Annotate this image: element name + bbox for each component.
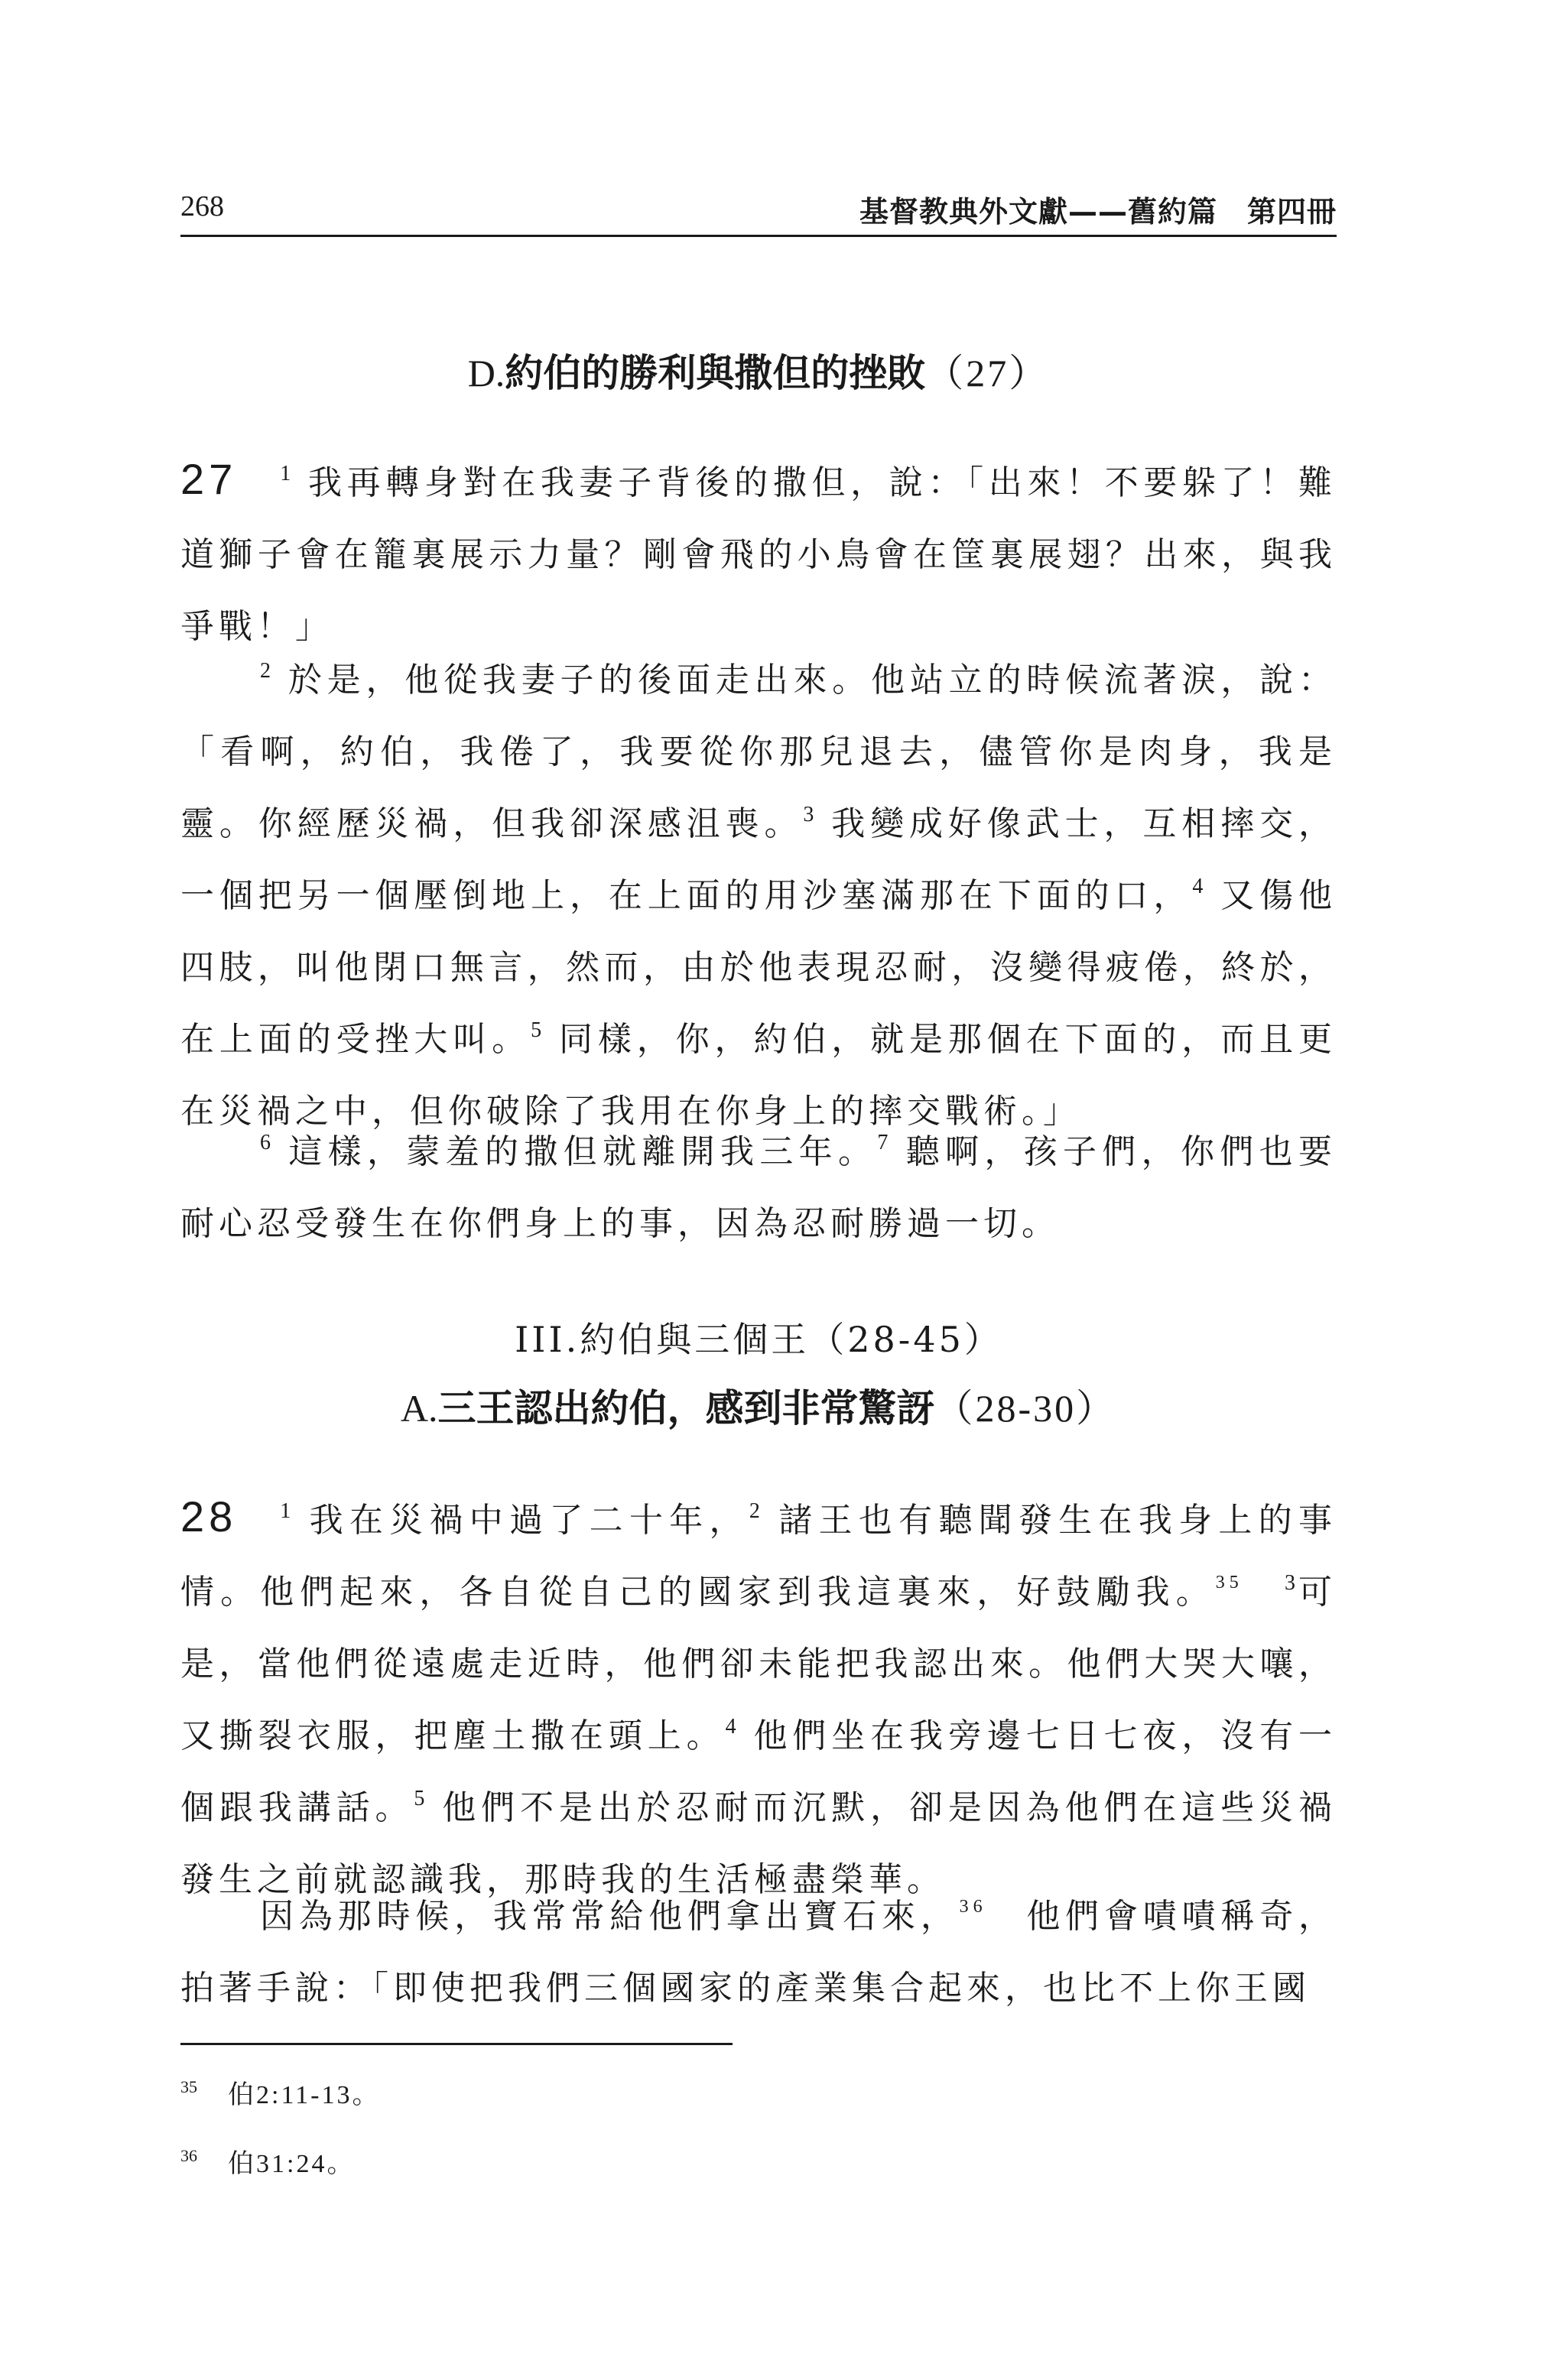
section-d-heading (180, 343, 1337, 398)
footnote-label: 35 (180, 2077, 197, 2096)
chapter-27-paragraph-1 (180, 443, 1337, 663)
section-a-heading (180, 1378, 1337, 1433)
footnote-35 (180, 2073, 381, 2111)
footnote-reference: 伯31:24。 (228, 2150, 356, 2178)
verse-text: 我變成好像武士，互相摔交，一個把另一個壓倒地上，在上面的用沙塞滿那在下面的口， (180, 804, 1337, 915)
verse-text: 這樣，蒙羞的撒但就離開我三年。 (288, 1132, 878, 1171)
page-number: 268 (180, 190, 224, 222)
section-a-title: 三王認出約伯，感到非常驚訝 (437, 1386, 935, 1430)
verse-number: 4 (1192, 875, 1205, 898)
part-3-heading: III.約伯與三個王（28-45） (515, 1319, 1002, 1360)
verse-number: 1 (280, 462, 293, 485)
header-rule (180, 235, 1337, 237)
footnote-marker[interactable]: 35 (1215, 1573, 1243, 1593)
verse-number: 2 (749, 1499, 762, 1523)
chapter-28-paragraph-1 (180, 1481, 1337, 1916)
chapter-number: 28 (180, 1492, 238, 1541)
paragraph-text: 他們會嘖嘖稱奇，拍著手說：「即使把我們三個國家的產業集合起來，也比不上你王國 (180, 1897, 1337, 2008)
chapter-27-paragraph-2 (180, 645, 1337, 1148)
section-d-chapters: （27） (925, 352, 1050, 395)
footnote-label: 36 (180, 2146, 197, 2165)
footnote-marker[interactable]: 36 (959, 1897, 987, 1917)
verse-number: 4 (725, 1715, 738, 1739)
verse-text: 我在災禍中過了二十年， (309, 1501, 749, 1540)
verse-number: 5 (414, 1787, 427, 1810)
verse-number: 3 (1284, 1571, 1297, 1595)
footnote-reference: 伯2:11-13。 (228, 2081, 381, 2109)
footnote-rule (180, 2043, 733, 2045)
verse-number: 3 (803, 803, 816, 826)
chapter-27-paragraph-3 (180, 1116, 1337, 1260)
verse-text: 於是，他從我妻子的後面走出來。他站立的時候流著淚，說：「看啊，約伯，我倦了，我要從你那兒退去，儘管你是肉身，我是靈。你經歷災禍，但我卻深感沮喪。 (180, 661, 1337, 843)
verse-text: 諸王也有聽聞發生在我身上的事情。他們起來，各自從自己的國家到我這裏來，好鼓勵我。 (180, 1501, 1337, 1612)
footnote-36 (180, 2142, 355, 2180)
verse-text: 他們不是出於忍耐而沉默，卻是因為他們在這些災禍發生之前就認識我，那時我的生活極盡榮華。 (180, 1788, 1337, 1899)
verse-text: 可是，當他們從遠處走近時，他們卻未能把我認出來。他們大哭大嚷，又撕裂衣服，把塵土撒在頭上。 (180, 1573, 1337, 1755)
paragraph-text: 因為那時候，我常常給他們拿出寶石來， (260, 1897, 960, 1936)
verse-text: 他們坐在我旁邊七日七夜，沒有一個跟我講話。 (180, 1716, 1337, 1827)
verse-number: 1 (280, 1499, 293, 1523)
verse-number: 5 (531, 1018, 544, 1042)
verse-text: 我再轉身對在我妻子背後的撒但，說：「出來！不要躲了！難道獅子會在籠裏展示力量？剛會飛的小鳥會在筐裏展翅？出來，與我爭戰！」 (180, 463, 1337, 646)
verse-number: 7 (877, 1131, 890, 1154)
section-a-letter: A. (400, 1387, 438, 1430)
verse-number: 6 (260, 1131, 272, 1154)
section-d-letter: D. (467, 352, 505, 395)
chapter-number: 27 (180, 455, 238, 503)
section-a-chapters: （28-30） (934, 1387, 1117, 1430)
section-d-title: 約伯的勝利與撒但的挫敗 (505, 351, 926, 395)
verse-text: 又傷他四肢，叫他閉口無言，然而，由於他表現忍耐，沒變得疲倦，終於，在上面的受挫大叫。 (180, 876, 1337, 1059)
verse-number: 2 (260, 659, 272, 683)
verse-text: 同樣，你，約伯，就是那個在下面的，而且更在災禍之中，但你破除了我用在你身上的摔交戰術。」 (180, 1020, 1337, 1131)
verse-text: 聽啊，孩子們，你們也要耐心忍受發生在你們身上的事，因為忍耐勝過一切。 (180, 1132, 1337, 1243)
running-title: 基督教典外文獻——舊約篇 第四冊 (859, 195, 1337, 229)
chapter-28-paragraph-2 (180, 1881, 1337, 2024)
